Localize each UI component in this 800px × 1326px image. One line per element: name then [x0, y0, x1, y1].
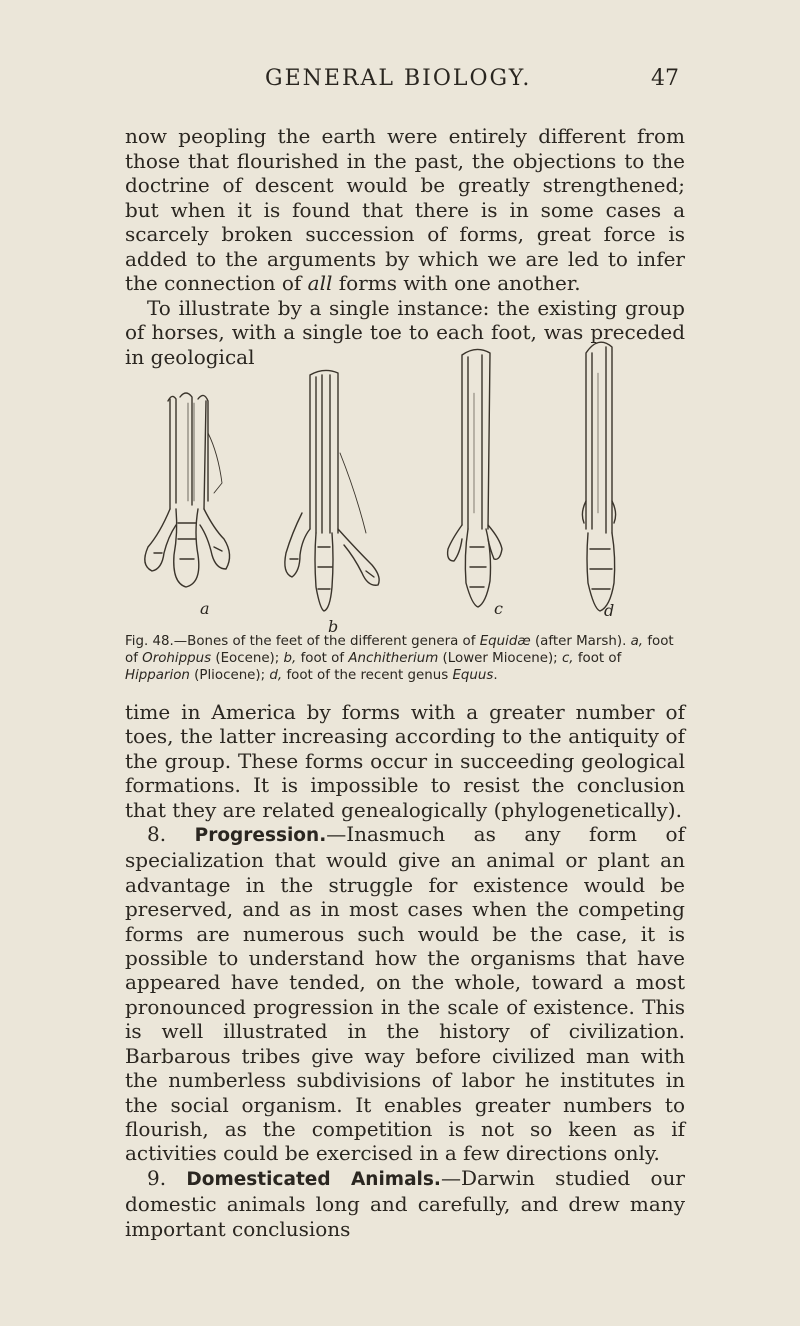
caption-run-italic: Equus — [452, 668, 494, 683]
caption-run: (Eocene); — [211, 651, 284, 666]
running-head-title: GENERAL BIOLOGY. — [265, 66, 532, 91]
foot-c-illustration — [448, 349, 502, 607]
caption-run-italic: a, — [630, 634, 644, 649]
foot-a-illustration — [145, 393, 230, 587]
caption-run-italic: Orohippus — [142, 651, 212, 666]
text-run: now peopling the earth were entirely different from those that flourished in the past, the objections to the doctrine of descent would be greatly strengthened; but when it is found that there is in some cases a scarcely broken succession of forms, great force is added to the arguments by which we are led to infer the connection of — [125, 124, 685, 295]
caption-run-italic: b, — [283, 651, 297, 666]
caption-run: (after Marsh). — [530, 634, 631, 649]
running-head — [125, 66, 685, 96]
section-8-progression — [125, 822, 685, 1166]
section-number: 8. — [147, 822, 167, 847]
paragraph-america: time in America by forms with a greater number of toes, the latter increasing according to the antiquity of the group. These forms occur in succeeding geological formations. It is impossible to resist the conclusion that they are related genealogically (phylogenetically). — [125, 700, 685, 822]
text-run-italic: all — [307, 271, 333, 295]
caption-run-italic: Equidæ — [479, 634, 531, 649]
horse-feet-illustration — [110, 333, 690, 623]
foot-d-illustration — [582, 342, 615, 611]
caption-run-italic: c, — [561, 651, 574, 666]
caption-run-italic: d, — [269, 668, 283, 683]
caption-run-italic: Hipparion — [125, 668, 190, 683]
section-9-domesticated-animals — [125, 1166, 685, 1241]
page-number: 47 — [651, 66, 679, 91]
foot-b-illustration — [285, 370, 379, 611]
text-run: forms with one another. — [332, 271, 581, 295]
figure-horse-feet — [110, 333, 690, 636]
caption-run: Fig. 48.—Bones of the feet of the different genera of — [125, 634, 480, 649]
figure-label-d: d — [604, 601, 615, 620]
section-text: —Inasmuch as any form of specialization that would give an animal or plant an advantage in the struggle for existence would be preserved, and as in most cases when the competing forms are numerous such would be the case, it is possible to understand how the organisms that have appeared have tended, on the whole, toward a most pronounced progression in the scale of existence. This is well illustrated in the history of civilization. Barbarous tribes give way before civilized man with the numberless subdivisions of labor he institutes in the social organism. It enables greater numbers to flourish, as the competition is not so keen as if activities could be exercised in a few directions only. — [125, 822, 685, 1166]
caption-run: (Pliocene); — [189, 668, 270, 683]
section-text: —Darwin studied our domestic animals long and carefully, and drew many important conclusions — [125, 1165, 685, 1241]
bottom-text-block — [125, 700, 685, 1241]
caption-run: (Lower Miocene); — [438, 651, 562, 666]
figure-label-a: a — [200, 599, 210, 618]
paragraph-horses: To illustrate by a single instance: the existing group of horses, with a single toe to each foot, was preceded in geological — [125, 295, 685, 369]
section-heading: Progression. — [194, 825, 327, 847]
caption-run: foot of — [296, 651, 349, 666]
caption-run: . — [493, 668, 498, 683]
figure-label-b: b — [328, 617, 339, 636]
figure-caption — [125, 633, 685, 684]
caption-run: foot of the recent genus — [282, 668, 453, 683]
paragraph-descent — [125, 124, 685, 296]
caption-run: foot of — [125, 634, 674, 666]
caption-run-italic: Anchitherium — [348, 651, 439, 666]
figure-label-c: c — [494, 599, 503, 618]
section-number: 9. — [147, 1165, 167, 1190]
caption-run: foot of — [573, 651, 622, 666]
section-heading: Domesticated Animals. — [186, 1168, 441, 1190]
